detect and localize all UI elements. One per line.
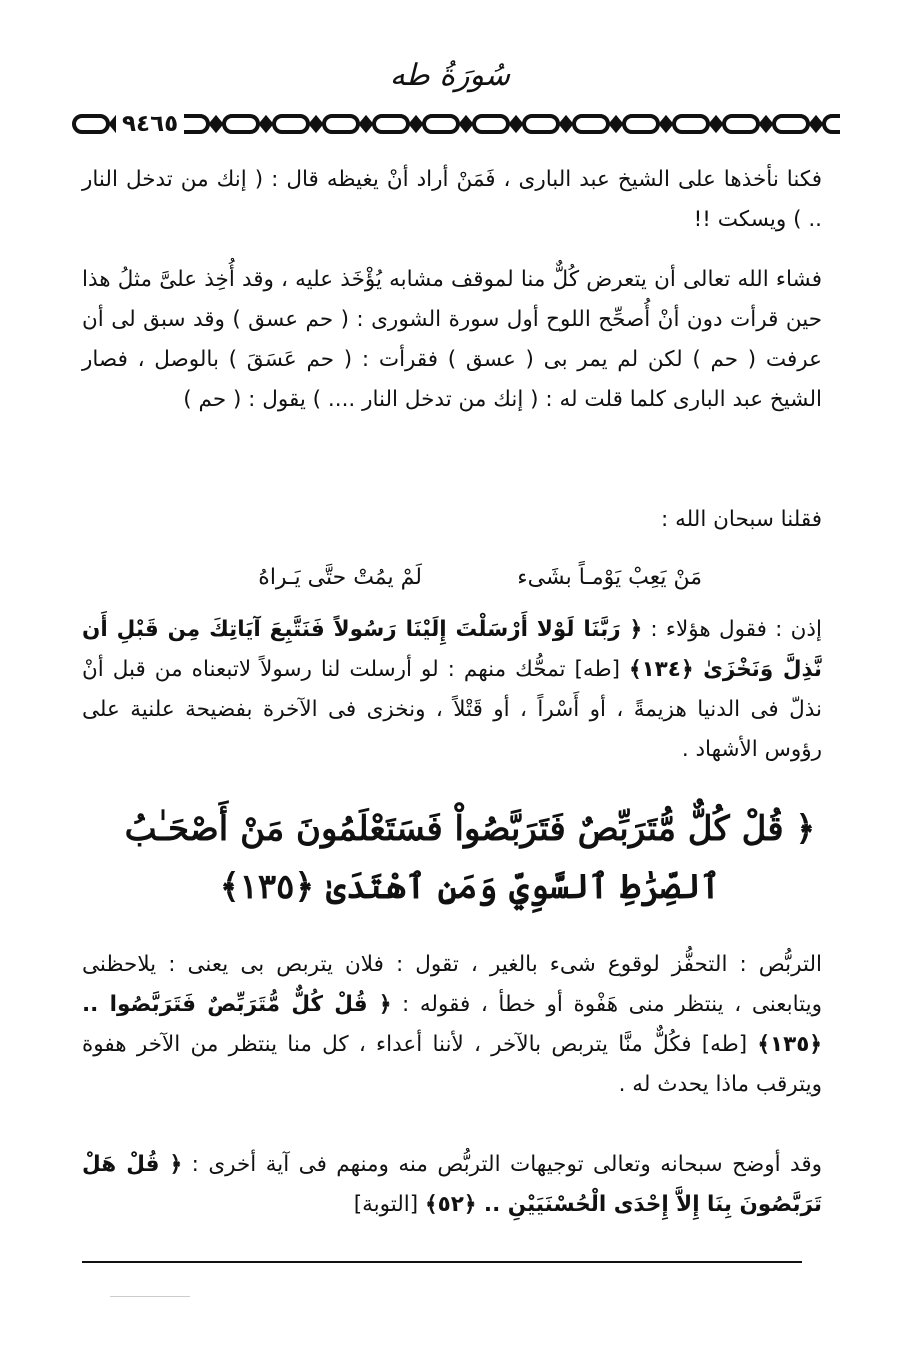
paragraph-5-a: التربُّص : التحفُّز لوقوع شىء بالغير ، تقول : فلان يتربص بى يعنى : يلاحظنى ويتابعنى ، ينتظر منى هَفْوة أو خطأ ، فقوله : (82, 952, 822, 1017)
paragraph-3: فقلنا سبحان الله : (661, 507, 822, 532)
band-oval (324, 116, 358, 132)
band-diamond (211, 118, 221, 130)
paragraph-5-b: [طه] فكُلٌّ منَّا يتربص بالآخر ، لأننا أعداء ، كل منا ينتظر من الآخر هفوة ويترقب ماذا يحدث له . (82, 1032, 822, 1097)
band-oval (774, 116, 808, 132)
band-diamond (711, 118, 721, 130)
band-diamond (511, 118, 521, 130)
band-oval (724, 116, 758, 132)
band-diamond (661, 118, 671, 130)
band-diamond (461, 118, 471, 130)
band-oval (574, 116, 608, 132)
quran-quote-135: ﴿ قُلْ كُلٌّ مُّتَرَبِّصٌ فَتَرَبَّصُوا .. ﴿١٣٥﴾ (82, 992, 822, 1057)
band-diamond (311, 118, 321, 130)
footer-rule (82, 1261, 802, 1263)
paragraph-4-rest: [طه] تمحُّك منهم : لو أرسلت لنا رسولاً لاتبعناه من قبل أنْ نذلّ فى الدنيا هزيمةً ، أو أَسْراً ، أو قَتْلاً ، ونخزى فى الآخرة بفضيحة علنية على رؤوس الأشهاد . (82, 657, 822, 762)
band-diamond (561, 118, 571, 130)
paragraph-2: فشاء الله تعالى أن يتعرض كُلٌّ منا لموقف مشابه يُؤْخَذ عليه ، وقد أُخِذ علىَّ مثلُ هذا حين قرأت دون أنْ أُصحِّح اللوح أول سورة الشورى : ( حم عسق ) وقد سبق لى أن عرفت ( حم ) لكن لم يمر بى ( عسق ) فقرأت : ( حم عَسَقَ ) بالوصل ، فصار الشيخ عبد البارى كلما قلت له : ( إنك من تدخل النار .... ) يقول : ( حم ) (82, 267, 822, 412)
quran-verse-line-1: ﴿ قُلْ كُلٌّ مُّتَرَبِّصٌ فَتَرَبَّصُواْ فَسَتَعْلَمُونَ مَنْ أَصْحَـٰبُ (124, 809, 816, 849)
band-diamond (611, 118, 621, 130)
ornamental-band (70, 107, 840, 141)
surah-reference: [التوبة] (353, 1192, 425, 1217)
band-oval (374, 116, 408, 132)
surah-title: سُورَةُ طه (389, 58, 511, 93)
poem-hemistich-2: لَمْ يمُتْ حتَّى يَـراهُ (258, 565, 422, 590)
band-diamond (761, 118, 771, 130)
page-number: ٩٤٦٥ (116, 107, 184, 141)
paragraph-6 (82, 1145, 822, 1225)
band-oval (674, 116, 708, 132)
paragraph-1: فكنا نأخذها على الشيخ عبد البارى ، فَمَنْ أراد أنْ يغيظه قال : ( إنك من تدخل النار .. ) ويسكت !! (82, 167, 822, 232)
quran-quote-tawbah-52: ﴿ قُلْ هَلْ تَرَبَّصُونَ بِنَا إِلاَّ إِحْدَى الْحُسْنَيَيْنِ .. ﴿٥٢﴾ (82, 1152, 822, 1217)
quran-quote-134: ﴿ رَبَّنَا لَوْلا أَرْسَلْتَ إِلَيْنَا رَسُولاً فَنَتَّبِعَ آيَاتِكَ مِن قَبْلِ أَن نَّذِلَّ وَنَخْزَىٰ ﴿١٣٤﴾ (82, 617, 822, 682)
paragraph-5 (82, 945, 822, 1105)
band-oval (224, 116, 258, 132)
band-oval (824, 116, 840, 132)
band-diamond (811, 118, 821, 130)
poem-hemistich-1: مَنْ يَعِبْ يَوْمـاً بشَىء (517, 565, 702, 590)
band-diamond (261, 118, 271, 130)
band-diamond (361, 118, 371, 130)
quran-verse-line-2: ٱلصِّرَٰطِ ٱلسَّوِيِّ وَمَنِ ٱهْتَدَىٰ ﴿١٣٥﴾ (219, 867, 721, 907)
paragraph-4 (82, 610, 822, 770)
band-diamond (411, 118, 421, 130)
band-oval (74, 116, 108, 132)
band-oval (274, 116, 308, 132)
band-oval (524, 116, 558, 132)
band-oval (424, 116, 458, 132)
paragraph-6-a: وقد أوضح سبحانه وتعالى توجيهات التربُّص منه ومنهم فى آية أخرى : (182, 1152, 822, 1177)
paragraph-4-intro: إذن : فقول هؤلاء : (642, 617, 822, 642)
band-oval (474, 116, 508, 132)
band-oval (624, 116, 658, 132)
scan-mark (110, 1296, 190, 1297)
